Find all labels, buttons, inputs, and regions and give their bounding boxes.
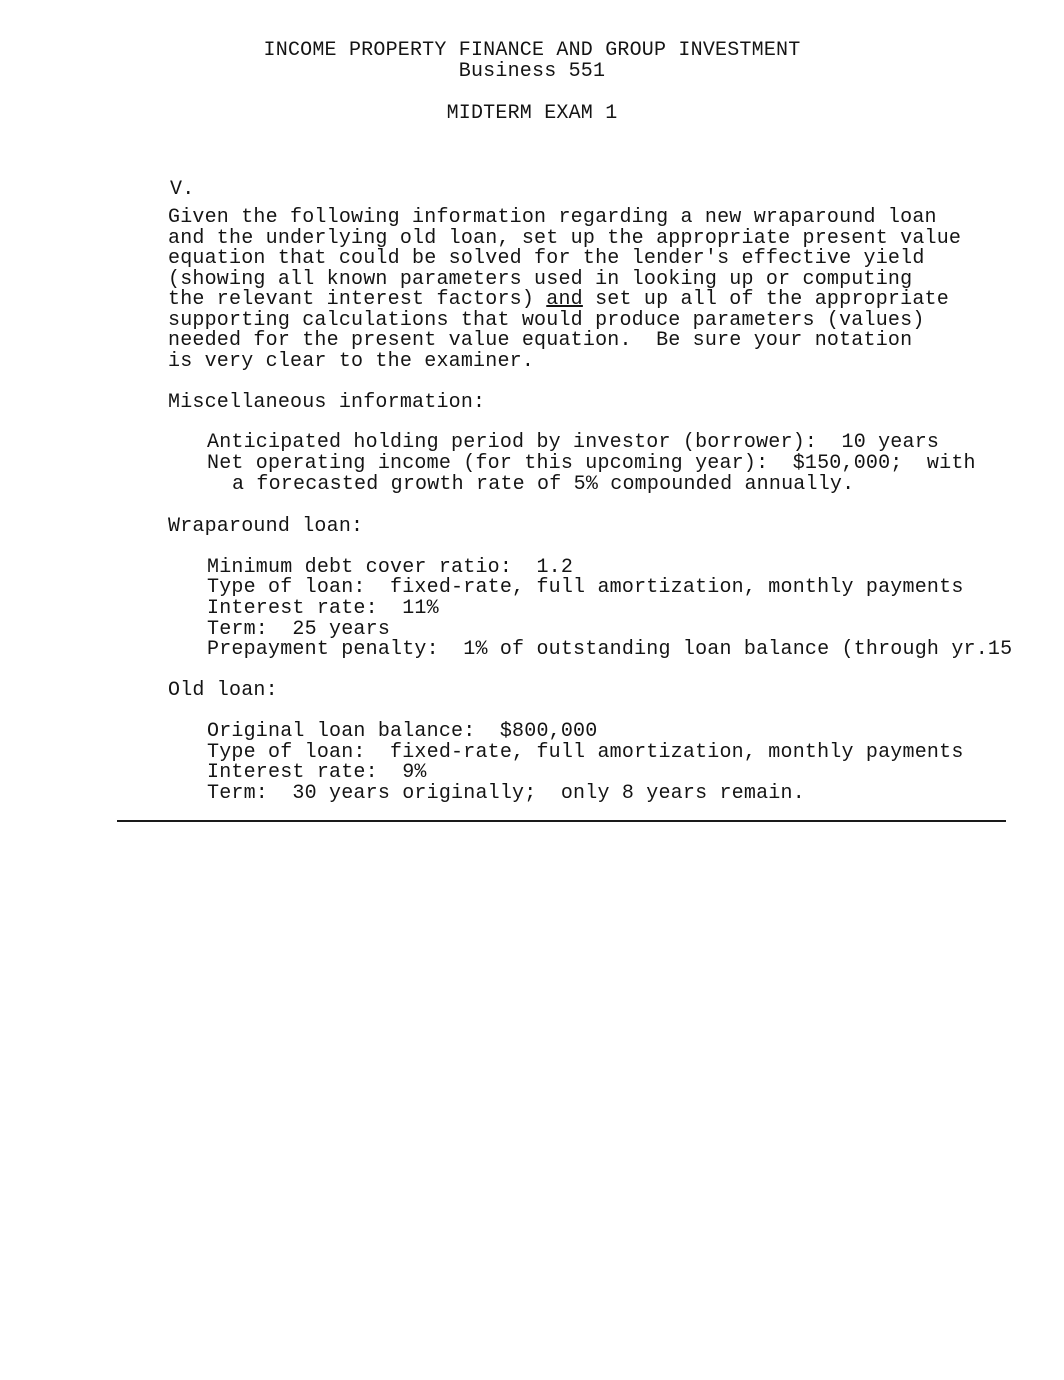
old-loan-balance: Original loan balance: $800,000 [207, 720, 598, 743]
exam-title: MIDTERM EXAM 1 [446, 102, 618, 125]
wraparound-loan-type: Type of loan: fixed-rate, full amortization, monthly payments [207, 576, 964, 599]
wraparound-heading: Wraparound loan: [168, 515, 364, 538]
wraparound-debt-cover: Minimum debt cover ratio: 1.2 [207, 556, 574, 579]
wraparound-prepayment-penalty: Prepayment penalty: 1% of outstanding loan balance (through yr.15 [207, 638, 1013, 661]
old-loan-heading: Old loan: [168, 679, 278, 702]
old-loan-type: Type of loan: fixed-rate, full amortization, monthly payments [207, 741, 964, 764]
instructions-line-5-part-1: the relevant interest factors) [168, 288, 547, 311]
question-number: V. [170, 178, 195, 201]
instructions-emphasis-and: and [546, 288, 583, 311]
course-title: INCOME PROPERTY FINANCE AND GROUP INVESTMENT [263, 39, 801, 62]
wraparound-interest-rate: Interest rate: 11% [207, 597, 439, 620]
instructions-line-8: is very clear to the examiner. [168, 350, 535, 373]
instructions-line-1: Given the following information regarding a new wraparound loan [168, 206, 937, 229]
wraparound-term: Term: 25 years [207, 618, 391, 641]
instructions-line-7: needed for the present value equation. Be sure your notation [168, 329, 913, 352]
section-divider [117, 820, 1006, 822]
instructions-line-2: and the underlying old loan, set up the appropriate present value [168, 227, 962, 250]
misc-noi-line-2: a forecasted growth rate of 5% compounded annually. [232, 473, 855, 496]
old-loan-interest-rate: Interest rate: 9% [207, 761, 427, 784]
instructions-line-5 [168, 289, 949, 311]
instructions-line-3: equation that could be solved for the lender's effective yield [168, 247, 925, 270]
misc-heading: Miscellaneous information: [168, 391, 486, 414]
course-number: Business 551 [458, 60, 606, 83]
instructions-line-4: (showing all known parameters used in looking up or computing [168, 268, 913, 291]
old-loan-term: Term: 30 years originally; only 8 years remain. [207, 782, 805, 805]
misc-noi-line-1: Net operating income (for this upcoming year): $150,000; with [207, 452, 976, 475]
instructions-line-5-part-3: set up all of the appropriate [582, 288, 949, 311]
instructions-line-6: supporting calculations that would produce parameters (values) [168, 309, 925, 332]
misc-holding-period: Anticipated holding period by investor (borrower): 10 years [207, 431, 940, 454]
